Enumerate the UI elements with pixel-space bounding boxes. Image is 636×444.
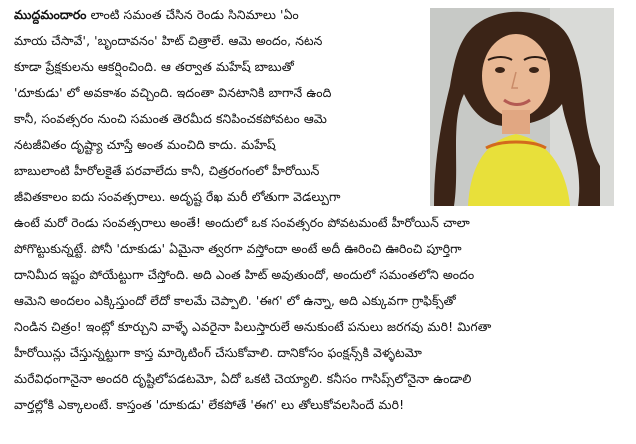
right-eye	[529, 67, 539, 73]
actress-photo	[430, 8, 614, 206]
actress-photo-illustration	[430, 8, 614, 206]
article-line-12: ఆమెని అందలం ఎక్కిస్తుందో లేదో కాలమే చెప్పాలి. 'ఈగ' లో ఉన్నా, అది ఎక్కువగా గ్రాఫిక్స్‌తో	[14, 293, 456, 308]
left-eye	[495, 67, 505, 73]
article-line-9: ఉంటే మరో రెండు సంవత్సరాలు అంతే! అందులో ఒక సంవత్సరం పోవటమంటే హీరోయిన్ చాలా	[14, 215, 470, 230]
article-line-13: నిండిన చిత్రం! ఇంట్లో కూర్చుని వాళ్ళే ఎవరైనా పిలుస్తారులే అనుకుంటే పనులు జరగవు మరి! మిగతా	[14, 319, 492, 334]
article-line-6: నటజీవితం దృష్ట్యా చూస్తే అంత మంచిది కాదు. మహేష్	[14, 137, 276, 152]
article-line-1	[14, 4, 412, 26]
article-line-4: 'దూకుడు' లో అవకాశం వచ్చింది. ఇదంతా వినటానికి బాగానే ఉంది	[14, 85, 332, 100]
article-line-2: మాయ చేసావే', 'బృందావనం' హిట్ చిత్రాలే. ఆమె అందం, నటన	[14, 33, 323, 48]
line-1-rest: లాంటి సమంత చేసిన రెండు సినిమాలు 'ఏం	[86, 7, 299, 22]
article-line-7: బాబులాంటి హీరోలకైతే పరవాలేదు కానీ, చిత్రరంగంలో హీరోయిన్	[14, 163, 320, 178]
article-line-14: హీరోయిన్లు చేస్తున్నట్టుగా కాస్త మార్కెటింగ్ చేసుకోవాలి. దానికోసం ఫంక్షన్స్‌కి వెళ్ళటమో	[14, 345, 422, 360]
article-line-11: దానిమీద ఇష్టం పోయేట్టుగా చేస్తోంది. అది ఎంత హిట్ అవుతుందో, అందులో సమంతలోని అందం	[14, 267, 475, 282]
article-line-3: కూడా ప్రేక్షకులను ఆకర్షించింది. ఆ తర్వాత మహేష్ బాబుతో	[14, 59, 294, 74]
neck-shape	[502, 110, 530, 134]
article-line-8: జీవితకాలం ఐదు సంవత్సరాలు. అదృష్ట రేఖ మరీ లోతుగా వెడల్పుగా	[14, 189, 341, 204]
lead-word: ముద్దమందారం	[14, 7, 87, 22]
article-line-15: మరేవిధంగానైనా అందరి దృష్టిలోపడటమో, ఏదో ఒకటి చెయ్యాలి. కనీసం గాసిప్స్‌లోనైనా ఉండాలి	[14, 371, 472, 386]
article-line-5: కానీ, సంవత్సరం నుంచి సమంత తెరమీద కనిపించకపోవటం ఆమె	[14, 111, 328, 126]
article-line-16: వార్తల్లోకి ఎక్కాలంటే. కాస్తంత 'దూకుడు' లేకపోతే 'ఈగ' లు తోలుకోవలసిందే మరి!	[14, 397, 405, 412]
article-line-10: పోగొట్టుకున్నట్టే. పోనీ 'దూకుడు' ఏమైనా త్వరగా వస్తోందా అంటే అదీ ఊరించి ఊరించి పూర్తిగా	[14, 241, 462, 256]
